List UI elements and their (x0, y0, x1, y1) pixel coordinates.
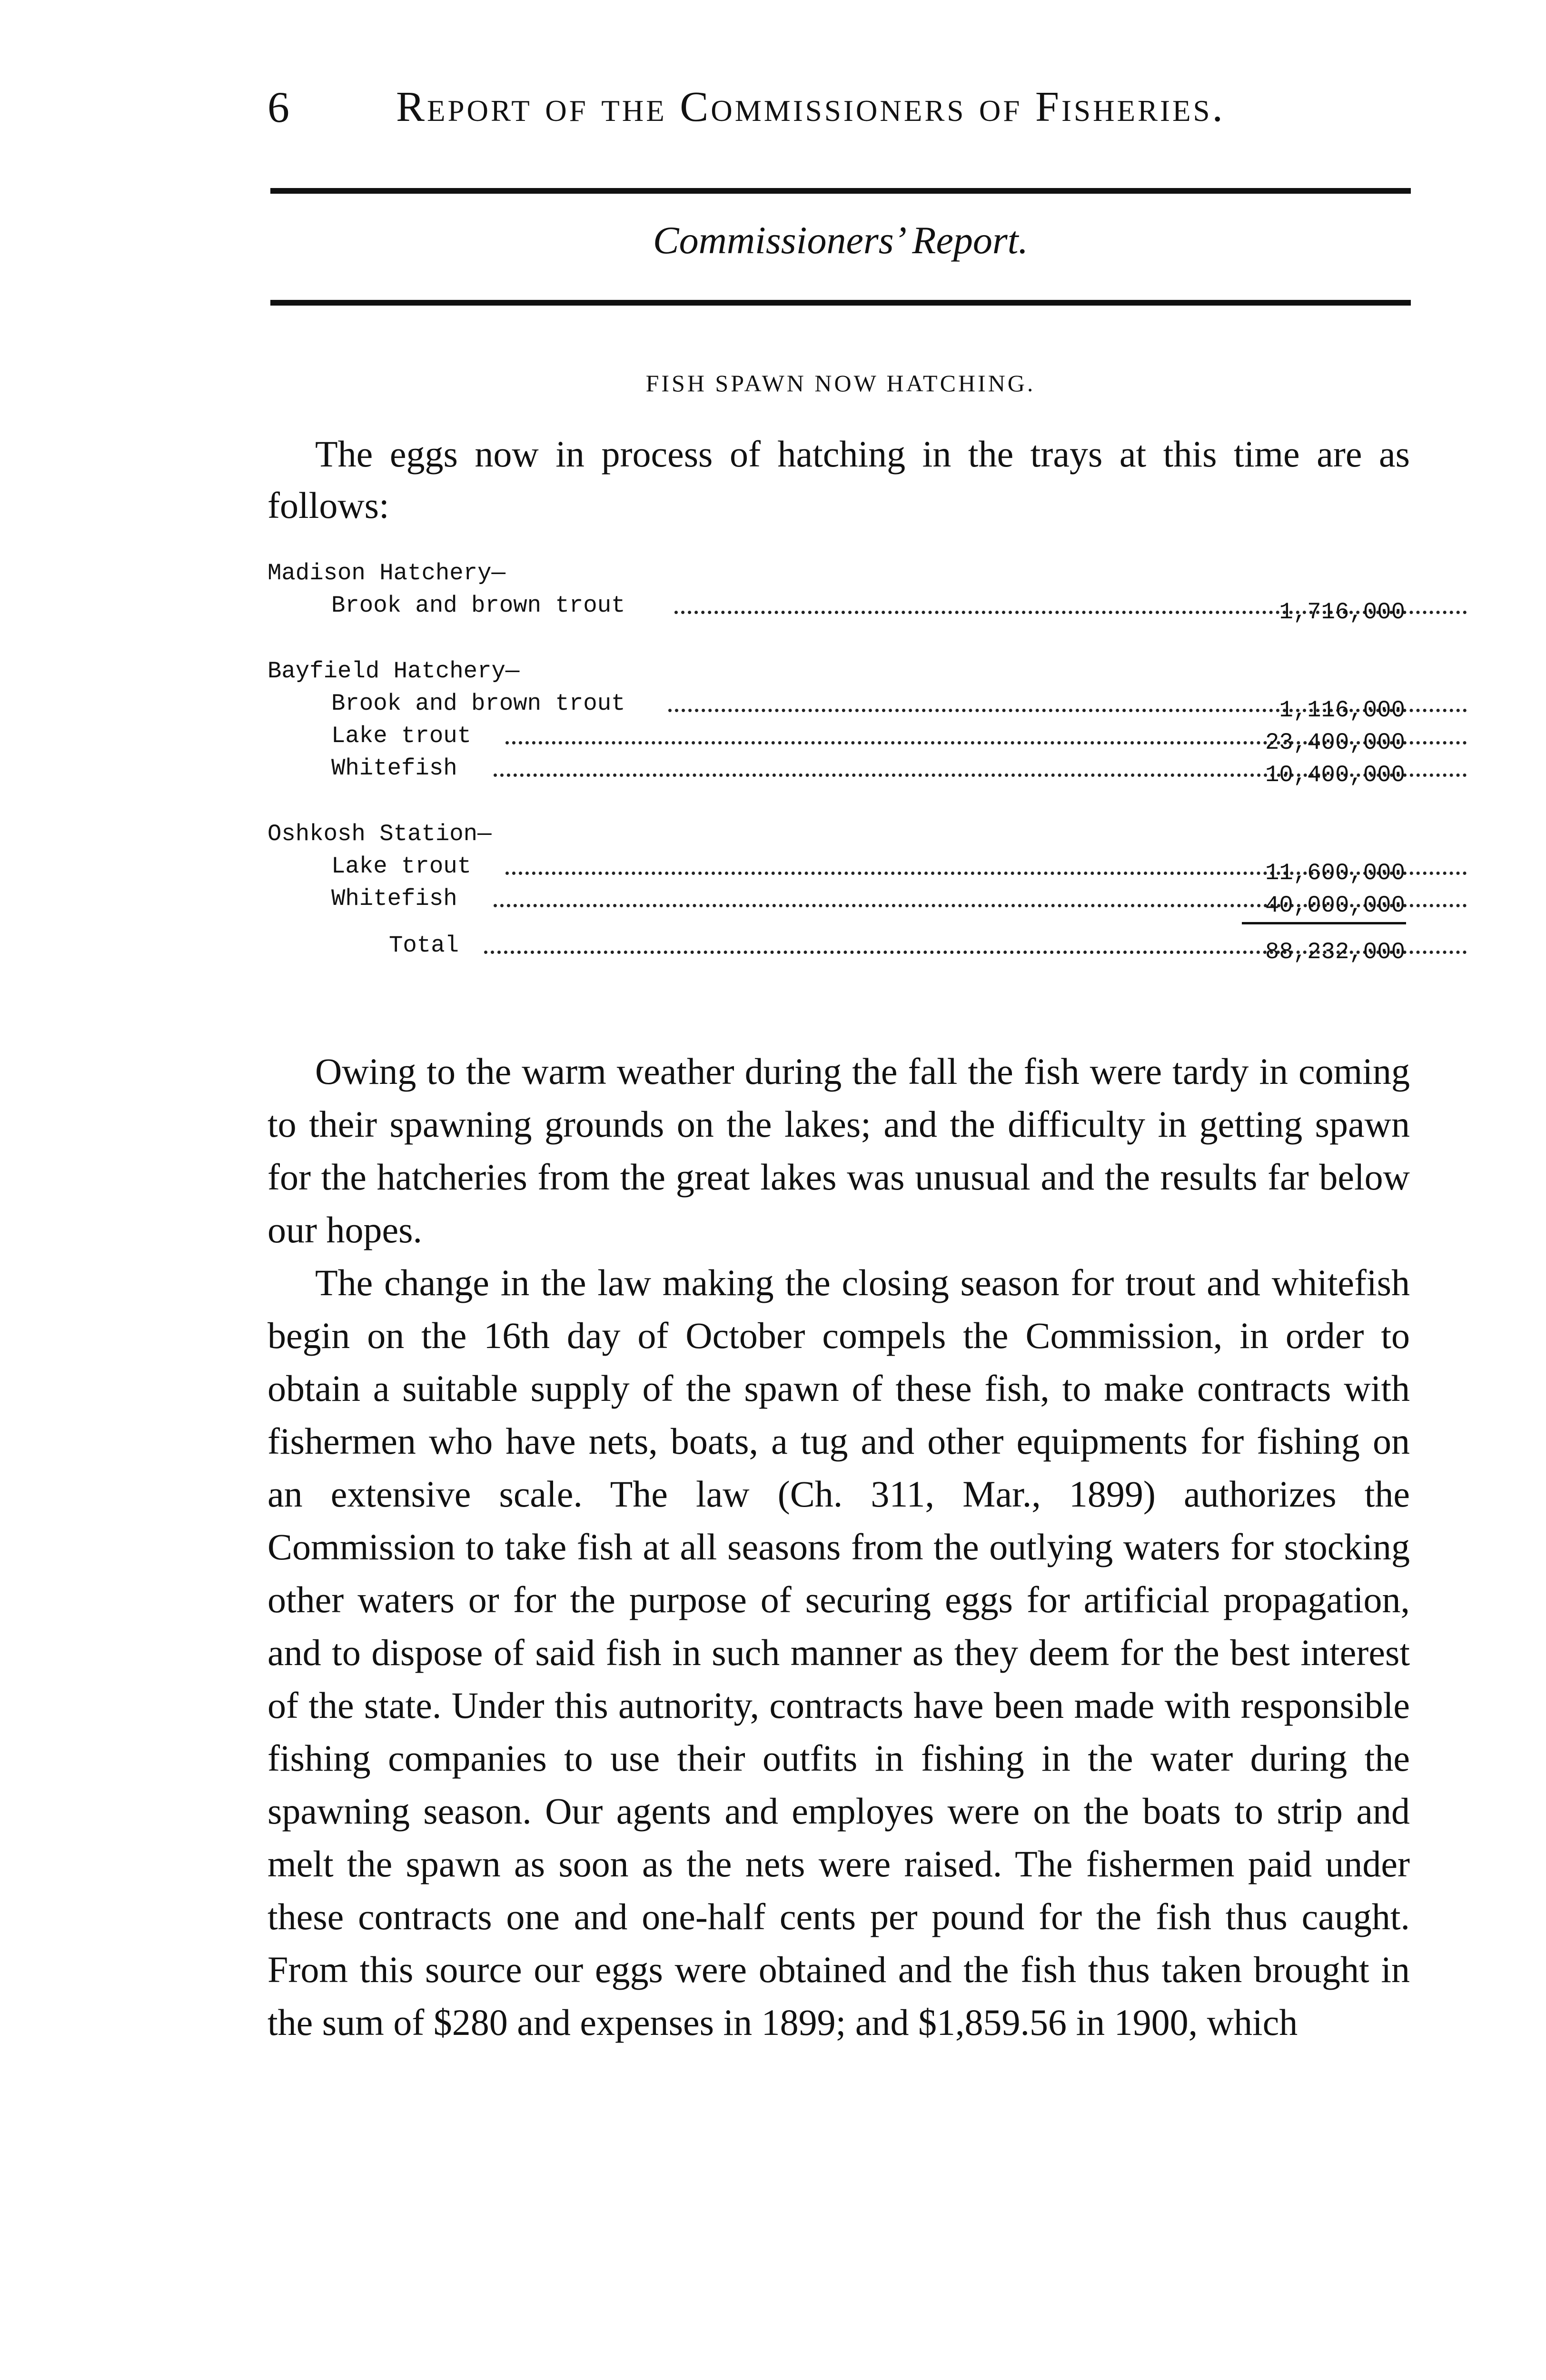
spawn-amount: 23,400,000 (1265, 729, 1405, 756)
body-paragraph: Owing to the warm weather during the fall the fish were tardy in coming to their spawning grounds on the lakes; and the difficulty in getting spawn for the hatcheries from the great lakes was unusual and the results far below our hopes. (268, 1051, 1410, 1250)
spawn-amount: 10,400,000 (1265, 762, 1405, 788)
section-heading: Commissioners’ Report. (653, 218, 1029, 262)
hatchery-name: Madison Hatchery— (268, 560, 505, 586)
spawn-label: Lake trout (331, 723, 472, 749)
table-spacing (268, 622, 1410, 655)
intro-paragraph: The eggs now in process of hatching in the trays at this time are as follows: (268, 433, 1410, 526)
spawn-amount: 1,716,000 (1279, 599, 1405, 625)
hatchery-spawn-table (268, 557, 1410, 965)
spawn-row (268, 752, 1410, 788)
spawn-amount: 11,600,000 (1265, 860, 1405, 886)
spawn-row (268, 589, 1410, 625)
section-subheading: FISH SPAWN NOW HATCHING. (645, 370, 1036, 397)
hatchery-name: Bayfield Hatchery— (268, 658, 520, 684)
body-paragraph: The change in the law making the closing season for trout and whitefish begin on the 16th day of October compels the Commission, in order to obtain a suitable supply of the spawn of these fish, to make contracts with fishermen who have nets, boats, a tug and other equipments for fishing on an extensive scale. The law (Ch. 311, Mar., 1899) authorizes the Commission to take fish at all seasons from the outlying waters for stocking other waters or for the purpose of securing eggs for artificial propagation, and to dispose of said fish in such manner as they deem for the best interest of the state. Under this autnority, contracts have been made with responsible fishing companies to use their outfits in fishing in the water during the spawning season. Our agents and employes were on the boats to strip and melt the spawn as soon as the nets were raised. The fishermen paid under these contracts one and one-half cents per pound for the fish thus caught. From this source our eggs were obtained and the fish thus taken brought in the sum of $280 and expenses in 1899; and $1,859.56 in 1900, which (268, 1262, 1410, 2043)
spawn-label: Whitefish (331, 885, 457, 912)
total-amount: 88,232,000 (1265, 939, 1405, 965)
heading-rule-top (270, 188, 1411, 194)
spawn-row (268, 687, 1410, 724)
spawn-row (268, 720, 1410, 756)
spawn-amount: 40,000,000 (1265, 892, 1405, 919)
total-rule (1242, 922, 1406, 924)
spawn-row (268, 883, 1410, 919)
spawn-row (268, 850, 1410, 886)
body-text (268, 1045, 1410, 2049)
spawn-label: Lake trout (331, 853, 472, 880)
running-title: Report of the Commissioners of Fisheries. (396, 83, 1225, 130)
hatchery-name: Oshkosh Station— (268, 821, 492, 847)
table-spacing (268, 784, 1410, 818)
spawn-label: Whitefish (331, 755, 457, 782)
total-label: Total (389, 932, 459, 959)
spawn-amount: 1,116,000 (1279, 697, 1405, 724)
heading-rule-bottom (270, 300, 1411, 306)
spawn-label: Brook and brown trout (331, 592, 625, 619)
page-number: 6 (268, 83, 289, 131)
total-row (268, 929, 1410, 965)
running-header (268, 79, 1286, 136)
spawn-label: Brook and brown trout (331, 690, 625, 717)
